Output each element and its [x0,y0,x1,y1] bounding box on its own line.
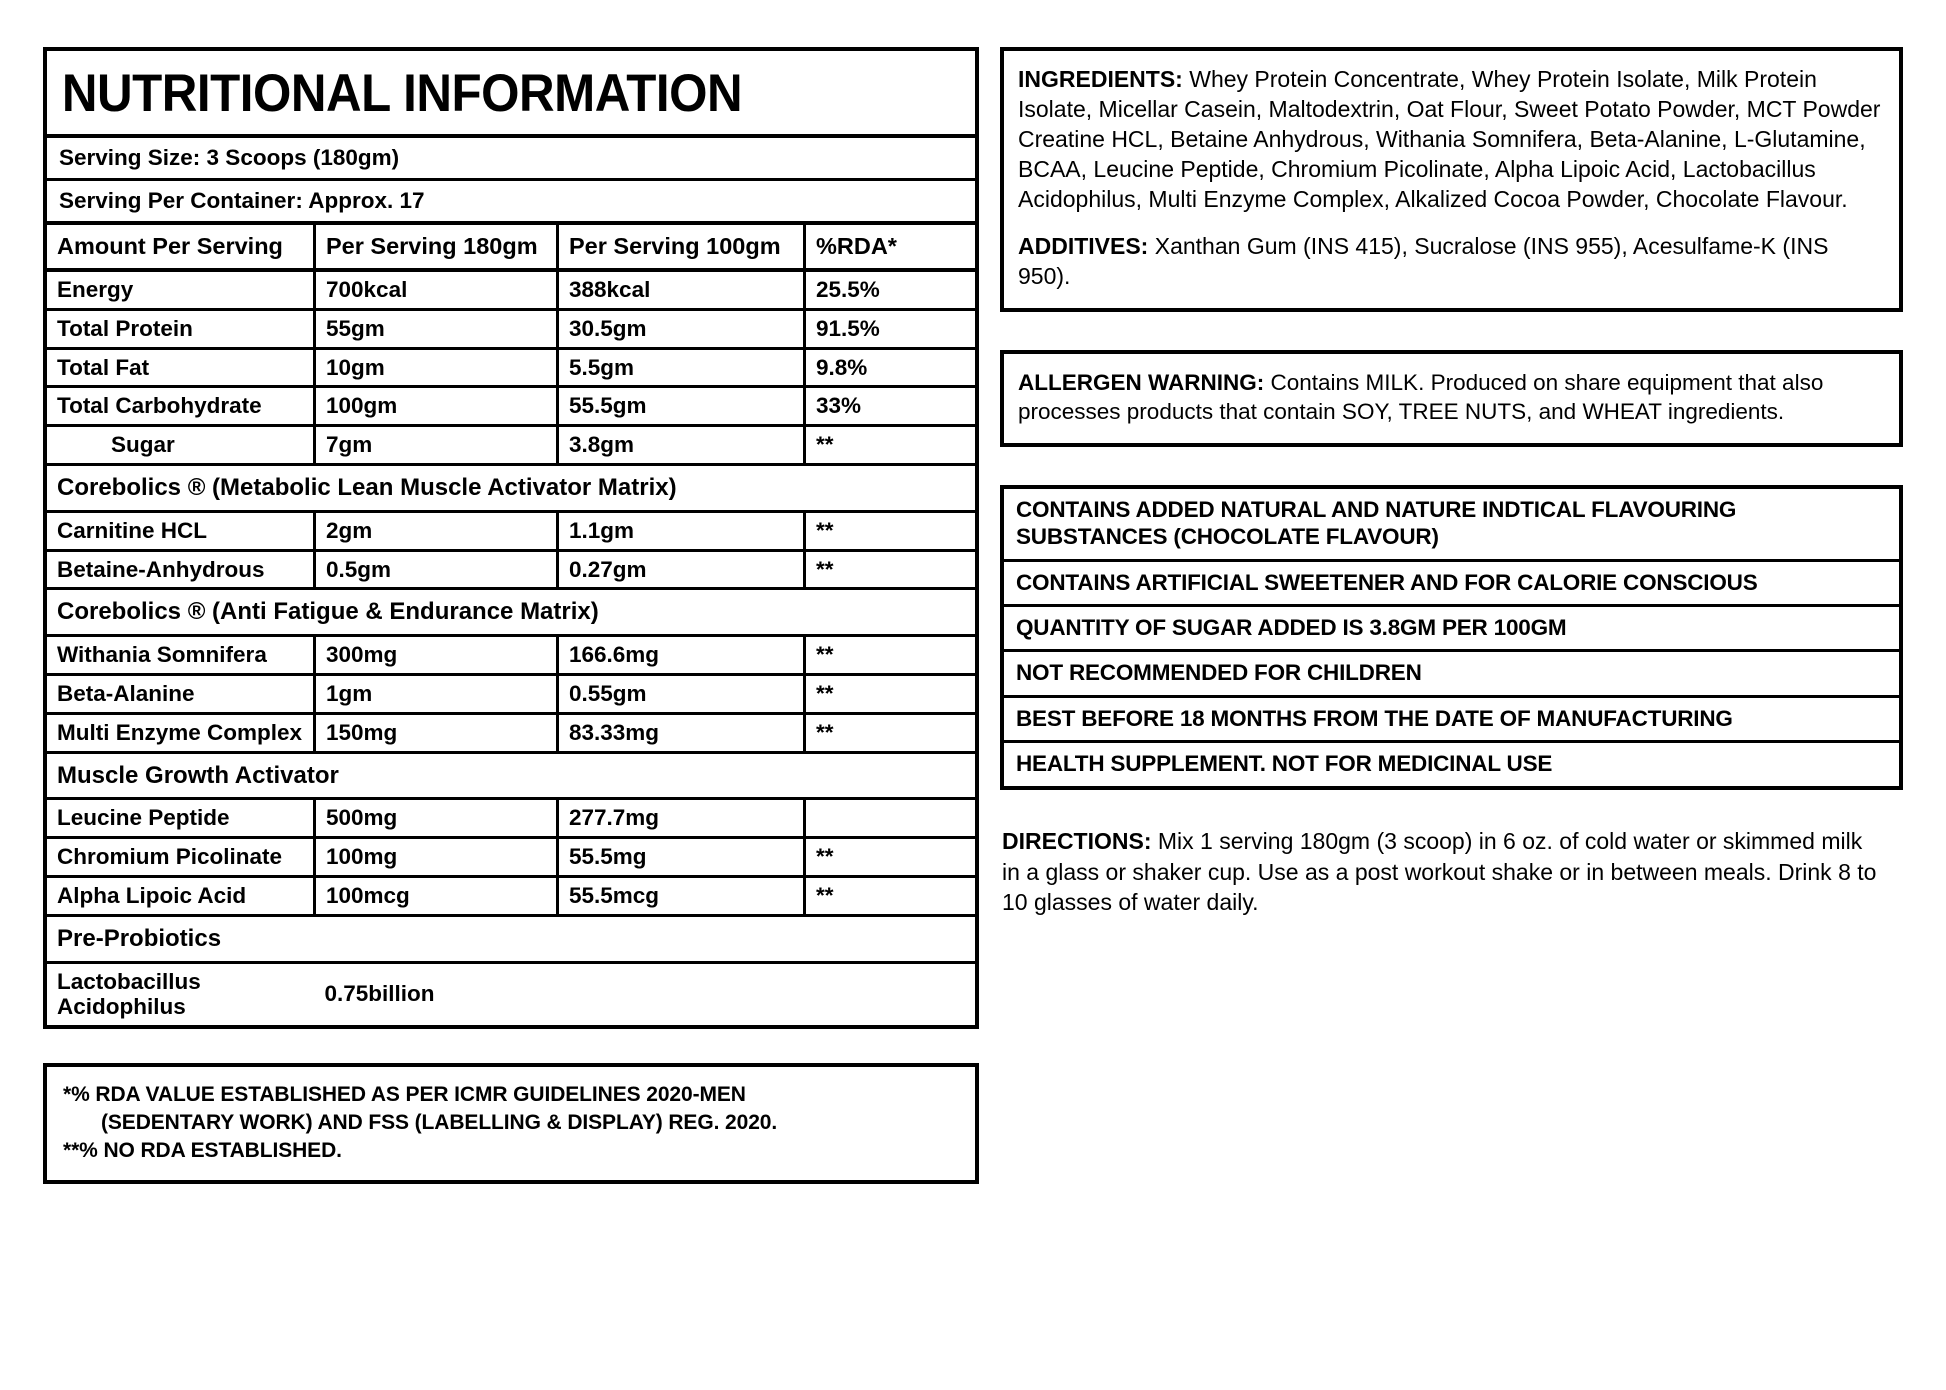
nutrient-per-100: 3.8gm [558,426,805,465]
footnote-line-3: **% NO RDA ESTABLISHED. [63,1138,342,1162]
nutrient-name: Withania Somnifera [47,636,315,675]
nutrient-rda: ** [805,426,976,465]
nutrient-per-180: 1gm [315,674,558,713]
nutrient-per-180: 7gm [315,426,558,465]
col-header-per-180: Per Serving 180gm [315,223,558,270]
claim-item: BEST BEFORE 18 MONTHS FROM THE DATE OF MANUFACTURING [1004,698,1899,743]
nutrient-name: Leucine Peptide [47,799,315,838]
nutrient-per-180: 700kcal [315,270,558,309]
col-header-amount: Amount Per Serving [47,223,315,270]
nutrient-per-180: 150mg [315,713,558,752]
directions-paragraph [1000,826,1882,918]
info-panel [1000,47,1903,918]
table-row [47,387,975,426]
nutrient-name: Alpha Lipoic Acid [47,877,315,916]
nutrient-per-100: 30.5gm [558,309,805,348]
ingredients-label: INGREDIENTS: [1018,66,1183,92]
table-row [47,962,975,1025]
nutrient-per-100: 83.33mg [558,713,805,752]
nutrient-per-180: 100gm [315,387,558,426]
table-row [47,838,975,877]
nutritional-information-box [43,47,979,1029]
ingredients-text: Whey Protein Concentrate, Whey Protein Isolate, Milk Protein Isolate, Micellar Casein, Maltodextrin, Oat Flour, Sweet Potato Powder, MCT Powder Creatine HCL, Betaine Anhydrous, Withania Somnifera, Beta-Alanine, L-Glutamine, BCAA, Leucine Peptide, Chromium Picolinate, Alpha Lipoic Acid, Lactobacillus Acidophilus, Multi Enzyme Complex, Alkalized Cocoa Powder, Chocolate Flavour. [1018,66,1881,212]
section-title: Corebolics ® (Anti Fatigue & Endurance Matrix) [47,589,975,636]
nutrient-rda: ** [805,636,976,675]
nutrient-name: Betaine-Anhydrous [47,550,315,589]
rda-footnote-box [43,1063,979,1184]
nutrient-per-100: 0.27gm [558,550,805,589]
footnote-line-2: (SEDENTARY WORK) AND FSS (LABELLING & DISPLAY) REG. 2020. [101,1110,778,1134]
nutrient-per-180: 100mcg [315,877,558,916]
nutrient-rda: ** [805,838,976,877]
nutrient-per-180: 2gm [315,511,558,550]
claim-item: CONTAINS ARTIFICIAL SWEETENER AND FOR CALORIE CONSCIOUS [1004,562,1899,607]
nutrient-per-100: 166.6mg [558,636,805,675]
nutrient-name: Chromium Picolinate [47,838,315,877]
claim-item: NOT RECOMMENDED FOR CHILDREN [1004,652,1899,697]
nutrient-per-100: 55.5gm [558,387,805,426]
nutrient-per-180: 0.75billion [324,981,435,1007]
table-row [47,348,975,387]
nutrient-per-100: 277.7mg [558,799,805,838]
table-row [47,550,975,589]
ingredients-box [1000,47,1903,312]
nutrient-name: Energy [47,270,315,309]
nutrient-per-100: 1.1gm [558,511,805,550]
nutrient-per-100: 388kcal [558,270,805,309]
nutrient-per-180: 300mg [315,636,558,675]
nutrient-name: Lactobacillus Acidophilus [57,968,201,1020]
nutrient-name: Carnitine HCL [47,511,315,550]
directions-text: Mix 1 serving 180gm (3 scoop) in 6 oz. of cold water or skimmed milk in a glass or shaker cup. Use as a post workout shake or in between meals. Drink 8 to 10 glasses of water daily. [1002,827,1877,916]
additives-paragraph [1018,232,1883,292]
additives-label: ADDITIVES: [1018,233,1149,260]
table-row [47,713,975,752]
table-row [47,877,975,916]
ingredients-paragraph [1018,65,1883,214]
allergen-paragraph [1018,368,1883,427]
table-row [47,674,975,713]
nutrient-rda: ** [805,877,976,916]
nutrient-rda [805,799,976,838]
table-header-row [47,223,975,270]
table-row [47,799,975,838]
col-header-per-100: Per Serving 100gm [558,223,805,270]
serving-per-container: Serving Per Container: Approx. 17 [59,187,425,213]
section-title: Muscle Growth Activator [47,752,975,799]
claim-item: HEALTH SUPPLEMENT. NOT FOR MEDICINAL USE [1016,751,1553,777]
nutrition-panel [43,47,979,1184]
nutrient-name: Beta-Alanine [47,674,315,713]
table-row [47,309,975,348]
nutrition-table [47,221,975,1026]
nutrient-per-100: 55.5mg [558,838,805,877]
table-row [47,511,975,550]
col-header-rda: %RDA* [805,223,976,270]
section-title: Corebolics ® (Metabolic Lean Muscle Activator Matrix) [47,465,975,512]
allergen-warning-box [1000,350,1903,447]
nutrient-per-180: 100mg [315,838,558,877]
nutrient-rda: 91.5% [805,309,976,348]
table-section-header [47,752,975,799]
table-row [47,636,975,675]
nutrient-per-180: 10gm [315,348,558,387]
additives-text: Xanthan Gum (INS 415), Sucralose (INS 955), Acesulfame-K (INS 950). [1018,233,1829,290]
allergen-label: ALLERGEN WARNING: [1018,370,1265,396]
nutrient-rda: 33% [805,387,976,426]
nutrient-per-180: 500mg [315,799,558,838]
nutrient-per-100: 55.5mcg [558,877,805,916]
nutrient-per-100: 5.5gm [558,348,805,387]
nutrient-rda: ** [805,550,976,589]
serving-size: Serving Size: 3 Scoops (180gm) [59,145,400,170]
table-row [47,426,975,465]
nutrient-rda: ** [805,674,976,713]
nutrient-rda: 25.5% [805,270,976,309]
nutrient-per-100: 0.55gm [558,674,805,713]
claim-item: QUANTITY OF SUGAR ADDED IS 3.8GM PER 100GM [1004,607,1899,652]
table-section-header [47,915,975,962]
nutrient-name: Total Protein [47,309,315,348]
nutrient-rda: ** [805,511,976,550]
nutrient-name: Sugar [47,426,315,465]
directions-label: DIRECTIONS: [1002,827,1152,854]
nutrient-name: Total Carbohydrate [47,387,315,426]
nutrient-name: Total Fat [47,348,315,387]
nutrient-rda: 9.8% [805,348,976,387]
table-row [47,270,975,309]
nutrient-rda: ** [805,713,976,752]
nutrient-name: Multi Enzyme Complex [47,713,315,752]
section-title: Pre-Probiotics [47,915,975,962]
nutrient-per-180: 0.5gm [315,550,558,589]
page-title: NUTRITIONAL INFORMATION [61,64,743,123]
nutrient-per-180: 55gm [315,309,558,348]
claims-box [1000,485,1903,790]
footnote-line-1: *% RDA VALUE ESTABLISHED AS PER ICMR GUIDELINES 2020-MEN [63,1083,746,1107]
table-section-header [47,589,975,636]
table-section-header [47,465,975,512]
claim-item: CONTAINS ADDED NATURAL AND NATURE INDTICAL FLAVOURING SUBSTANCES (CHOCOLATE FLAVOUR) [1004,489,1899,562]
allergen-text: Contains MILK. Produced on share equipment that also processes products that contain SOY, TREE NUTS, and WHEAT ingredients. [1018,370,1824,425]
